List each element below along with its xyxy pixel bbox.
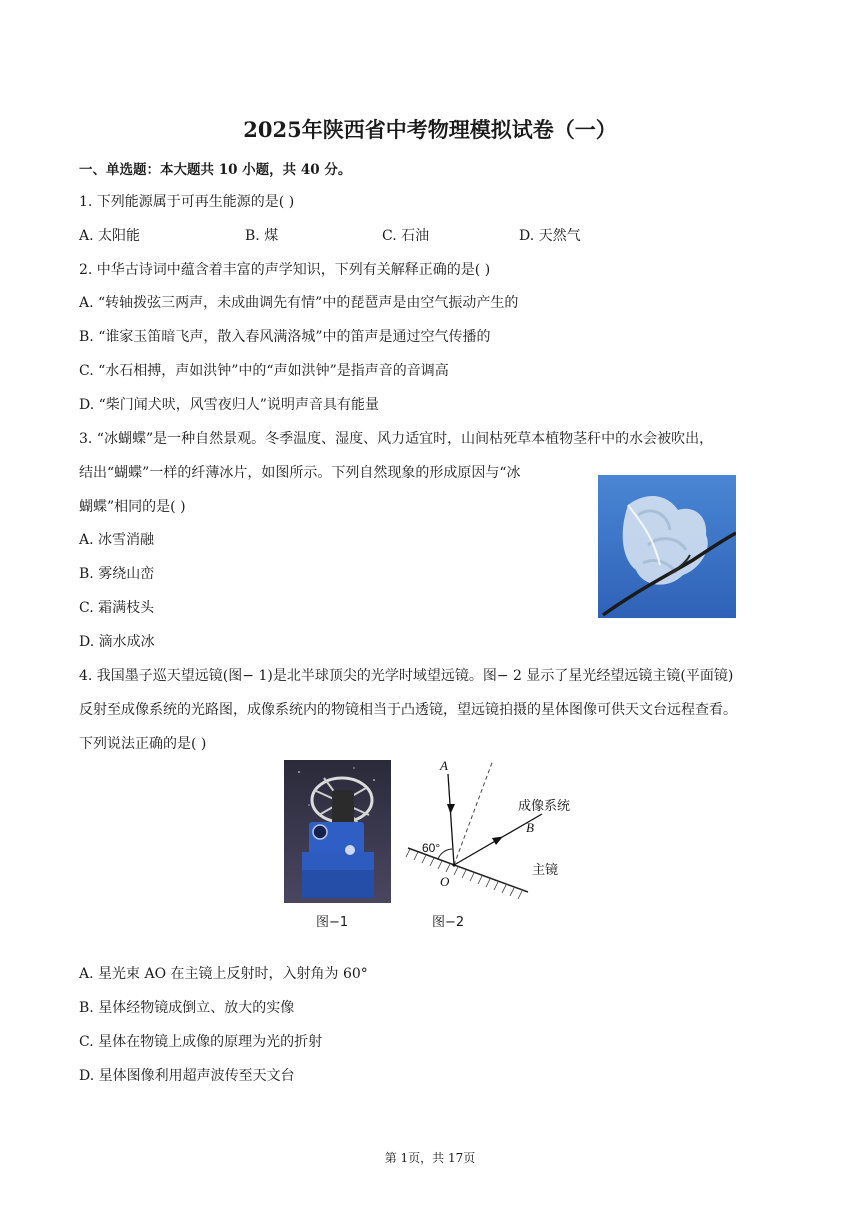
q2-option-a: A. “转轴拨弦三两声，未成曲调先有情”中的琵琶声是由空气振动产生的 (79, 295, 519, 311)
q4-option-c: C. 星体在物镜上成像的原理为光的折射 (79, 1034, 323, 1050)
main-mirror-label: 主镜 (532, 863, 559, 878)
q2-option-d: D. “柴门闻犬吠，风雪夜归人”说明声音具有能量 (79, 397, 379, 413)
question-2-stem: 2. 中华古诗词中蕴含着丰富的声学知识，下列有关解释正确的是( ) (79, 262, 491, 278)
point-b-label: B (526, 820, 534, 835)
optical-path-diagram (400, 752, 590, 912)
section-heading: 一、单选题：本大题共 10 小题，共 40 分。 (79, 162, 352, 178)
q4-option-b: B. 星体经物镜成倒立、放大的实像 (79, 1000, 295, 1016)
figure-2-label: 图−2 (432, 915, 465, 930)
telescope-photo (284, 760, 391, 903)
ice-butterfly-photo (598, 475, 736, 618)
q3-option-d: D. 滴水成冰 (79, 634, 155, 650)
q4-option-d: D. 星体图像利用超声波传至天文台 (79, 1068, 295, 1084)
q4-option-a: A. 星光束 AO 在主镜上反射时，入射角为 60° (79, 966, 368, 982)
question-4-stem-line-1: 4. 我国墨子巡天望远镜(图− 1)是北半球顶尖的光学时域望远镜。图− 2 显示了星光经望远镜主镜(平面镜) (79, 668, 734, 684)
q1-option-a: A. 太阳能 (79, 228, 141, 244)
page-footer: 第 1页，共 17页 (384, 1151, 476, 1165)
question-3-stem-line-3: 蝴蝶”相同的是( ) (79, 499, 186, 515)
question-4-stem-line-3: 下列说法正确的是( ) (79, 736, 207, 752)
imaging-system-label: 成像系统 (518, 799, 571, 814)
angle-label: 60° (422, 841, 441, 855)
point-o-label: O (440, 874, 450, 889)
q2-option-c: C. “水石相搏，声如洪钟”中的“声如洪钟”是指声音的音调高 (79, 363, 449, 379)
q1-option-b: B. 煤 (245, 228, 279, 244)
q1-option-d: D. 天然气 (519, 228, 581, 244)
figure-1-label: 图−1 (316, 915, 349, 930)
question-1-stem: 1. 下列能源属于可再生能源的是( ) (79, 194, 295, 210)
q1-option-c: C. 石油 (382, 228, 430, 244)
q3-option-c: C. 霜满枝头 (79, 600, 155, 616)
question-3-stem-line-2: 结出“蝴蝶”一样的纤薄冰片，如图所示。下列自然现象的形成原因与“冰 (79, 465, 521, 481)
point-a-label: A (440, 758, 448, 773)
question-3-stem-line-1: 3. “冰蝴蝶”是一种自然景观。冬季温度、湿度、风力适宜时，山间枯死草本植物茎秆中的水会被吹出， (79, 431, 714, 447)
q3-option-a: A. 冰雪消融 (79, 532, 155, 548)
q2-option-b: B. “谁家玉笛暗飞声，散入春风满洛城”中的笛声是通过空气传播的 (79, 329, 491, 345)
page-title: 2025年陕西省中考物理模拟试卷（一） (243, 117, 617, 142)
q3-option-b: B. 雾绕山峦 (79, 566, 155, 582)
question-4-stem-line-2: 反射至成像系统的光路图，成像系统内的物镜相当于凸透镜，望远镜拍摄的星体图像可供天文台远程查看。 (79, 702, 737, 718)
